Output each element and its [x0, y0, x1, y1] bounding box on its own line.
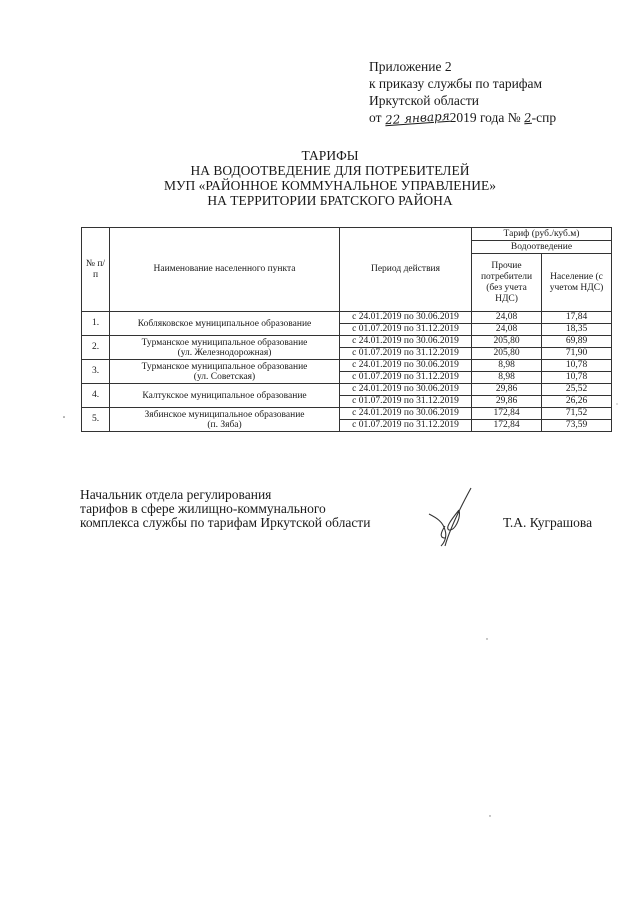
row-num: 4.: [82, 384, 110, 408]
row-other: 24,08: [472, 324, 542, 336]
row-name: Калтукское муниципальное образование: [110, 384, 340, 408]
header-num: № п/п: [82, 228, 110, 312]
row-name: Зябинское муниципальное образование (п. Зяба): [110, 408, 340, 432]
row-num: 1.: [82, 312, 110, 336]
row-other: 172,84: [472, 420, 542, 432]
title-line-2: НА ВОДООТВЕДЕНИЕ ДЛЯ ПОТРЕБИТЕЛЕЙ: [190, 163, 470, 178]
row-population: 18,35: [542, 324, 612, 336]
title-line-4: НА ТЕРРИТОРИИ БРАТСКОГО РАЙОНА: [207, 193, 453, 208]
position-line-1: Начальник отдела регулирования: [80, 487, 272, 502]
header-water: Водоотведение: [472, 241, 612, 254]
row-name: Кобляковское муниципальное образование: [110, 312, 340, 336]
row-period: с 01.07.2019 по 31.12.2019: [340, 396, 472, 408]
row-name: Турманское муниципальное образование (ул. Советская): [110, 360, 340, 384]
row-other: 8,98: [472, 372, 542, 384]
row-period: с 01.07.2019 по 31.12.2019: [340, 324, 472, 336]
row-other: 29,86: [472, 384, 542, 396]
appendix-suffix: -спр: [531, 110, 557, 125]
header-period: Период действия: [340, 228, 472, 312]
title-line-3: МУП «РАЙОННОЕ КОММУНАЛЬНОЕ УПРАВЛЕНИЕ»: [163, 178, 497, 193]
row-other: 172,84: [472, 408, 542, 420]
header-tariff: Тариф (руб./куб.м): [472, 228, 612, 241]
row-other: 205,80: [472, 336, 542, 348]
row-period: с 24.01.2019 по 30.06.2019: [340, 360, 472, 372]
row-period: с 01.07.2019 по 31.12.2019: [340, 372, 472, 384]
row-population: 10,78: [542, 372, 612, 384]
row-other: 24,08: [472, 312, 542, 324]
appendix-from: от: [369, 110, 382, 125]
row-period: с 24.01.2019 по 30.06.2019: [340, 408, 472, 420]
position-line-3: комплекса службы по тарифам Иркутской области: [80, 515, 371, 530]
row-population: 71,52: [542, 408, 612, 420]
handwritten-date: 22 января: [384, 108, 450, 128]
row-population: 73,59: [542, 420, 612, 432]
row-population: 17,84: [542, 312, 612, 324]
header-population: Население (с учетом НДС): [542, 254, 612, 312]
row-period: с 24.01.2019 по 30.06.2019: [340, 312, 472, 324]
title-line-1: ТАРИФЫ: [301, 148, 359, 163]
row-other: 29,86: [472, 396, 542, 408]
row-other: 8,98: [472, 360, 542, 372]
row-population: 10,78: [542, 360, 612, 372]
row-num: 3.: [82, 360, 110, 384]
appendix-line-2: к приказу службы по тарифам: [369, 76, 543, 91]
appendix-line-1: Приложение 2: [369, 59, 452, 74]
row-period: с 01.07.2019 по 31.12.2019: [340, 348, 472, 360]
row-period: с 01.07.2019 по 31.12.2019: [340, 420, 472, 432]
row-population: 25,52: [542, 384, 612, 396]
row-name: Турманское муниципальное образование (ул. Железнодорожная): [110, 336, 340, 360]
handwritten-number: 2: [523, 110, 533, 126]
row-population: 69,89: [542, 336, 612, 348]
appendix-year-number: 2019 года №: [449, 110, 521, 125]
row-population: 71,90: [542, 348, 612, 360]
row-num: 2.: [82, 336, 110, 360]
row-num: 5.: [82, 408, 110, 432]
signatory-name: Т.А. Куграшова: [503, 515, 593, 530]
appendix-line-3: Иркутской области: [369, 93, 480, 108]
row-population: 26,26: [542, 396, 612, 408]
position-line-2: тарифов в сфере жилищно-коммунального: [80, 501, 326, 516]
row-other: 205,80: [472, 348, 542, 360]
row-period: с 24.01.2019 по 30.06.2019: [340, 336, 472, 348]
row-period: с 24.01.2019 по 30.06.2019: [340, 384, 472, 396]
header-other-consumers: Прочие потребители (без учета НДС): [472, 254, 542, 312]
header-name: Наименование населенного пункта: [110, 228, 340, 312]
